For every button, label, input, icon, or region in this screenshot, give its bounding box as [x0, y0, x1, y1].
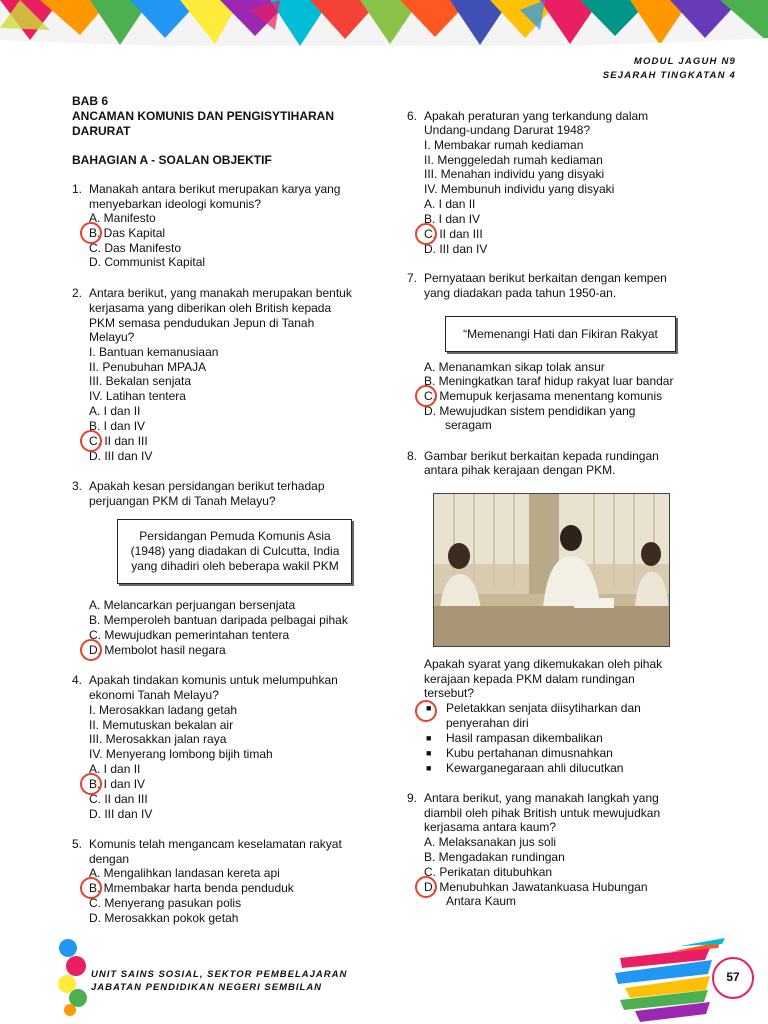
question-text: Apakah peraturan yang terkandung dalam	[424, 109, 649, 123]
bullet-text: penyerahan diri	[446, 716, 529, 730]
option-d[interactable]: D. Merosakkan pokok getah	[89, 911, 239, 925]
option-d[interactable]: D. III dan IV	[424, 242, 488, 256]
statement-iv: IV. Membunuh individu yang disyaki	[424, 182, 615, 196]
question-number: 2.	[72, 286, 83, 300]
question-text: Gambar berikut berkaitan kepada rundingan	[424, 449, 659, 463]
statement-i: I. Merosakkan ladang getah	[89, 703, 238, 717]
question-text: Apakah kesan persidangan berikut terhadap	[89, 479, 325, 493]
answer-circle	[415, 223, 437, 245]
option-c[interactable]: C. Das Manifesto	[89, 241, 182, 255]
option-d-continued: Antara Kaum	[446, 894, 517, 908]
question-text: kerjasama yang diberikan oleh British kepada	[89, 301, 332, 315]
answer-circle	[80, 639, 102, 661]
bullet-text: Hasil rampasan dikembalikan	[446, 731, 603, 745]
page-number: 57	[726, 970, 740, 984]
option-a[interactable]: A. Melaksanakan jus soli	[424, 835, 557, 849]
question-number: 1.	[72, 182, 83, 196]
question-text: menyebarkan ideologi komunis?	[89, 197, 262, 211]
option-c[interactable]: C. II dan III	[89, 792, 148, 806]
chapter-number: BAB 6	[72, 94, 109, 108]
question-number: 3.	[72, 479, 83, 493]
footer-paint-splash	[58, 936, 90, 1016]
question-text: dengan	[89, 852, 130, 866]
option-c[interactable]: C. II dan III	[89, 434, 148, 448]
option-b[interactable]: B. Memperoleh bantuan daripada pelbagai pihak	[89, 613, 348, 627]
statement-ii: II. Penubuhan MPAJA	[89, 360, 207, 374]
option-a[interactable]: A. Mengalihkan landasan kereta api	[89, 866, 280, 880]
answer-circle	[80, 877, 102, 899]
question-text: diambil oleh pihak British untuk mewujudkan	[424, 806, 661, 820]
question-text: tersebut?	[424, 686, 475, 700]
question-text: kerjasama antara kaum?	[424, 820, 557, 834]
question-text: Antara berikut, yang manakah langkah yang	[424, 791, 659, 805]
option-a[interactable]: A. Melancarkan perjuangan bersenjata	[89, 598, 296, 612]
source-text: (1948) yang diadakan di Culcutta, India	[130, 544, 340, 558]
page-number-badge	[712, 957, 754, 999]
chapter-title-line1: ANCAMAN KOMUNIS DAN PENGISYTIHARAN	[72, 109, 335, 123]
option-a[interactable]: A. I dan II	[89, 762, 141, 776]
question-number: 5.	[72, 837, 83, 851]
answer-circle	[80, 222, 102, 244]
footer-unit: UNIT SAINS SOSIAL, SEKTOR PEMBELAJARAN	[91, 969, 348, 980]
option-b[interactable]: B. Meningkatkan taraf hidup rakyat luar bandar	[424, 374, 674, 388]
question-text: Antara berikut, yang manakah merupakan bentuk	[89, 286, 352, 300]
answer-circle	[80, 430, 102, 452]
option-b[interactable]: B. I dan IV	[424, 212, 481, 226]
module-title: MODUL JAGUH N9	[633, 56, 736, 67]
question-text: Komunis telah mengancam keselamatan rakyat	[89, 837, 342, 851]
question-text: kerajaan kepada PKM dalam rundingan	[424, 672, 635, 686]
option-c[interactable]: C. Mewujudkan pemerintahan tentera	[89, 628, 290, 642]
statement-iii: III. Bekalan senjata	[89, 374, 192, 388]
option-b[interactable]: B. Das Kapital	[89, 226, 166, 240]
option-a[interactable]: A. Manifesto	[89, 211, 156, 225]
option-d[interactable]: D. III dan IV	[89, 449, 153, 463]
option-d-continued: seragam	[445, 418, 492, 432]
footer-department: JABATAN PENDIDIKAN NEGERI SEMBILAN	[91, 982, 323, 993]
option-c[interactable]: C. II dan III	[424, 227, 483, 241]
question-text: Apakah syarat yang dikemukakan oleh pihak	[424, 657, 663, 671]
chapter-title-line2: DARURAT	[72, 124, 131, 138]
option-a[interactable]: A. I dan II	[424, 197, 476, 211]
question-number: 8.	[407, 449, 418, 463]
section-title: BAHAGIAN A - SOALAN OBJEKTIF	[72, 153, 272, 167]
option-c[interactable]: C. Menyerang pasukan polis	[89, 896, 242, 910]
statement-iv: IV. Menyerang lombong bijih timah	[89, 747, 273, 761]
campaign-box	[445, 316, 676, 352]
statement-i: I. Bantuan kemanusiaan	[89, 345, 219, 359]
statement-iv: IV. Latihan tentera	[89, 389, 186, 403]
bullet-text: Peletakkan senjata diisytiharkan dan	[446, 701, 641, 715]
question-text: ekonomi Tanah Melayu?	[89, 688, 219, 702]
negotiation-photo	[433, 493, 670, 647]
option-c[interactable]: C. Memupuk kerjasama menentang komunis	[424, 389, 663, 403]
source-text: Persidangan Pemuda Komunis Asia	[139, 529, 331, 543]
answer-circle	[80, 773, 102, 795]
bullet-icon: ■	[426, 733, 432, 743]
option-b[interactable]: B. I dan IV	[89, 419, 146, 433]
question-number: 9.	[407, 791, 418, 805]
option-d[interactable]: D. Menubuhkan Jawatankuasa Hubungan	[424, 880, 648, 894]
statement-ii: II. Memutuskan bekalan air	[89, 718, 234, 732]
option-d[interactable]: D. Membolot hasil negara	[89, 643, 226, 657]
question-number: 4.	[72, 673, 83, 687]
decorative-header-banner	[0, 0, 768, 52]
option-d[interactable]: D. III dan IV	[89, 807, 153, 821]
bullet-text: Kewarganegaraan ahli dilucutkan	[446, 761, 624, 775]
question-text: Pernyataan berikut berkaitan dengan kempen	[424, 271, 667, 285]
option-d[interactable]: D. Mewujudkan sistem pendidikan yang	[424, 404, 636, 418]
question-text: Manakah antara berikut merupakan karya yang	[89, 182, 341, 196]
bullet-text: Kubu pertahanan dimusnahkan	[446, 746, 613, 760]
answer-circle	[415, 385, 437, 407]
subject-title: SEJARAH TINGKATAN 4	[602, 70, 736, 81]
question-text: Melayu?	[89, 330, 135, 344]
statement-iii: III. Menahan individu yang disyaki	[424, 167, 605, 181]
option-b[interactable]: B. I dan IV	[89, 777, 146, 791]
source-box	[117, 519, 352, 584]
question-text: yang diadakan pada tahun 1950-an.	[424, 286, 617, 300]
option-b[interactable]: B. Mengadakan rundingan	[424, 850, 565, 864]
statement-iii: III. Merosakkan jalan raya	[89, 732, 227, 746]
bullet-icon: ■	[426, 763, 432, 773]
option-a[interactable]: A. Menanamkan sikap tolak ansur	[424, 360, 605, 374]
question-text: perjuangan PKM di Tanah Melayu?	[89, 494, 276, 508]
option-a[interactable]: A. I dan II	[89, 404, 141, 418]
answer-circle	[415, 876, 437, 898]
source-text: yang dihadiri oleh beberapa wakil PKM	[131, 559, 339, 573]
option-d[interactable]: D. Communist Kapital	[89, 255, 206, 269]
statement-ii: II. Menggeledah rumah kediaman	[424, 153, 603, 167]
answer-circle	[415, 700, 437, 722]
question-text: Apakah tindakan komunis untuk melumpuhkan	[89, 673, 338, 687]
question-text: PKM semasa pendudukan Jepun di Tanah	[89, 316, 315, 330]
question-text: antara pihak kerajaan dengan PKM.	[424, 463, 616, 477]
question-number: 6.	[407, 109, 418, 123]
question-number: 7.	[407, 271, 418, 285]
option-b[interactable]: B. Mmembakar harta benda penduduk	[89, 881, 294, 895]
option-c[interactable]: C. Perikatan ditubuhkan	[424, 865, 553, 879]
statement-i: I. Membakar rumah kediaman	[424, 138, 584, 152]
campaign-text: “Memenangi Hati dan Fikiran Rakyat	[463, 327, 658, 341]
bullet-icon: ■	[426, 703, 432, 713]
question-text: Undang-undang Darurat 1948?	[424, 123, 591, 137]
bullet-icon: ■	[426, 748, 432, 758]
